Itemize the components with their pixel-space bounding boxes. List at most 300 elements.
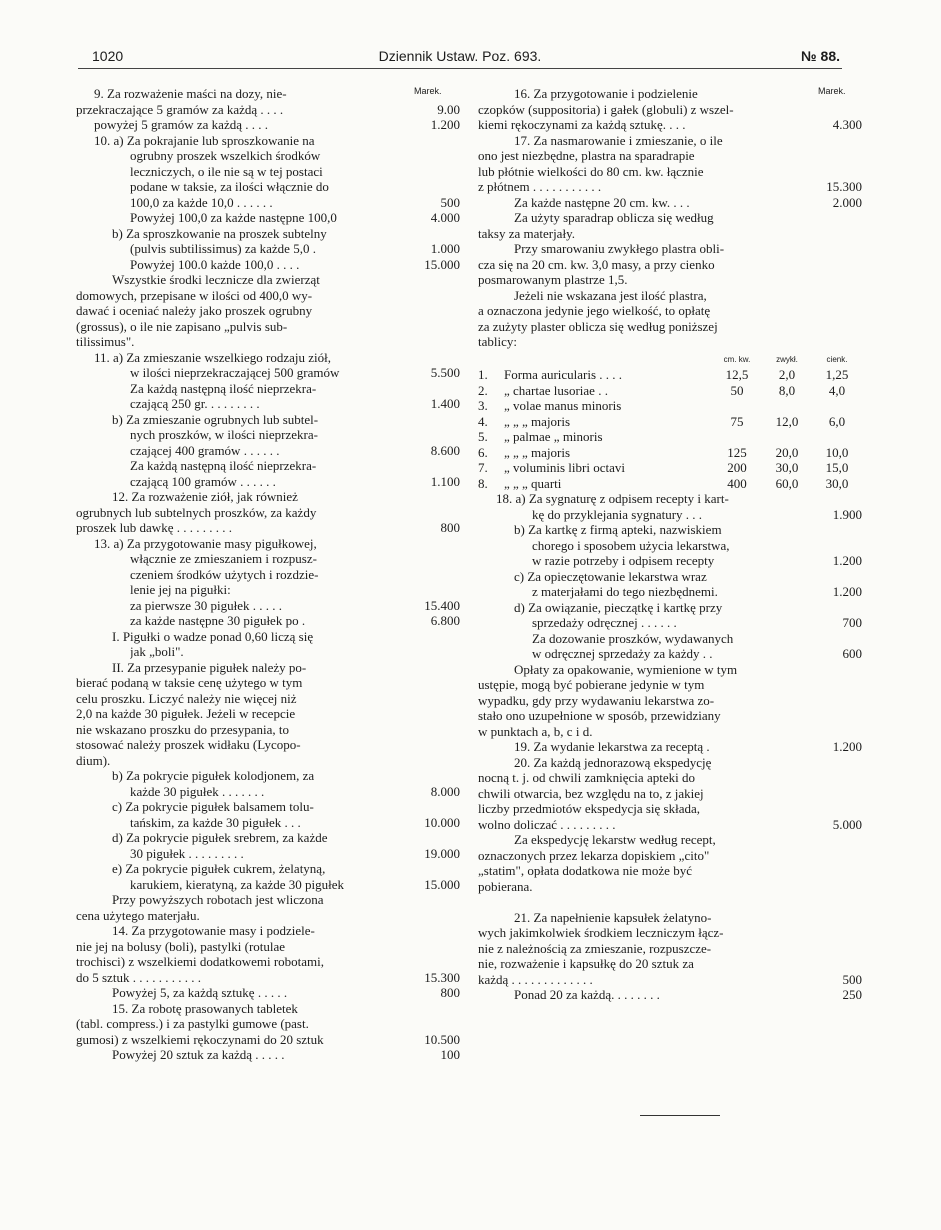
left-line	[76, 644, 460, 660]
table-cell-cm: 400	[727, 475, 747, 491]
right-bottom-line	[478, 507, 862, 523]
line-text: Za każdą następną ilość nieprzekra-	[130, 458, 317, 473]
right-bottom-line	[478, 662, 862, 678]
line-text: b) Za zmieszanie ogrubnych lub subtel-	[112, 411, 319, 427]
table-cell-zw: 2,0	[778, 367, 796, 382]
left-line	[76, 505, 460, 521]
right-top-section	[478, 86, 862, 350]
left-line	[76, 985, 460, 1001]
line-text: Powyżej 100,0 za każde następne 100,0	[130, 210, 337, 225]
line-text: (grossus), o ile nie zapisano „pulvis sub-	[76, 318, 288, 334]
line-price: 1.200	[832, 584, 862, 599]
left-line	[76, 443, 460, 459]
line-text: nie jej na bolusy (boli), pastylki (rotulae	[76, 938, 286, 954]
line-text: 19. Za wydanie lekarstwa za receptą .	[514, 739, 710, 754]
line-text: b) Za sproszkowanie na proszek subtelny	[112, 225, 327, 241]
table-cell-cm: 50	[730, 382, 744, 398]
left-line	[76, 288, 460, 304]
table-cell-ci: 15,0	[825, 460, 849, 475]
line-text: b) Za kartkę z firmą apteki, nazwiskiem	[514, 522, 722, 537]
right-bottom-line	[478, 972, 862, 988]
table-cell-name: „ palmae „ minoris	[504, 429, 603, 444]
line-price: 1.200	[832, 739, 862, 754]
right-bottom-line	[478, 910, 862, 926]
table-cell-name: „ „ „ majoris	[504, 444, 571, 460]
line-text: oznaczonych przez lekarza dopiskiem „cito"	[478, 847, 710, 863]
table-cell-name: „ „ „ majoris	[504, 413, 571, 429]
right-top-line	[478, 241, 862, 257]
right-bottom-line	[478, 987, 862, 1003]
line-price: 9.00	[437, 101, 460, 117]
line-price: 10.500	[424, 1031, 460, 1047]
line-text: Za każde następne 20 cm. kw. . . .	[514, 194, 690, 210]
left-line	[76, 257, 460, 273]
line-text: do 5 sztuk . . . . . . . . . . .	[76, 969, 201, 985]
right-top-line	[478, 195, 862, 211]
left-line	[76, 846, 460, 862]
line-text: 16. Za przygotowanie i podzielenie	[514, 86, 698, 101]
right-bottom-line	[478, 631, 862, 647]
left-line	[76, 737, 460, 753]
line-text: czeniem środków użytych i rozdzie-	[130, 566, 319, 582]
right-top-line	[478, 272, 862, 288]
left-line	[76, 86, 460, 102]
right-top-line	[478, 117, 862, 133]
line-text: ogrubnych lub subtelnych proszków, za każdy	[76, 504, 317, 520]
line-text: nie, rozważenie i kapsułkę do 20 sztuk za	[478, 956, 694, 971]
line-text: sprzedaży odręcznej . . . . . .	[532, 615, 677, 630]
right-top-line	[478, 86, 862, 102]
line-text: Powyżej 20 sztuk za każdą . . . . .	[112, 1047, 285, 1062]
left-line	[76, 1016, 460, 1032]
table-body	[478, 367, 862, 491]
table-cell-zw: 60,0	[775, 475, 799, 491]
right-bottom-line	[478, 755, 862, 771]
line-price: 10.000	[424, 814, 460, 830]
line-text: dium).	[76, 752, 111, 768]
issue-number: № 88.	[801, 48, 840, 64]
right-top-line	[478, 226, 862, 242]
right-bottom-line	[478, 925, 862, 941]
left-line	[76, 195, 460, 211]
right-bottom-line	[478, 801, 862, 817]
table-cell-zw: 30,0	[775, 460, 799, 475]
line-text: czającą 250 gr. . . . . . . . .	[130, 396, 260, 411]
left-line	[76, 334, 460, 350]
right-bottom-line	[478, 584, 862, 600]
line-price: 500	[440, 194, 460, 210]
left-line	[76, 489, 460, 505]
line-text: za pierwsze 30 pigułek . . . . .	[130, 597, 282, 613]
left-line	[76, 954, 460, 970]
table-row	[478, 429, 862, 445]
table-cell-cm: 200	[727, 460, 747, 475]
line-price: 15.300	[826, 179, 862, 194]
table-cell-n: 2.	[478, 382, 488, 398]
line-text: z płótnem . . . . . . . . . . .	[478, 179, 602, 194]
table-row	[478, 460, 862, 476]
table-cell-n: 3.	[478, 398, 488, 413]
line-price: 8.000	[430, 783, 460, 799]
line-text: ustępie, mogą być pobierane jedynie w tym	[478, 677, 705, 692]
left-line	[76, 768, 460, 784]
table-row	[478, 398, 862, 414]
left-line	[76, 365, 460, 381]
page-number: 1020	[92, 48, 124, 64]
left-line	[76, 226, 460, 242]
table-cell-n: 6.	[478, 444, 488, 460]
left-line	[76, 210, 460, 226]
line-text: d) Za pokrycie pigułek srebrem, za każde	[112, 830, 328, 845]
line-text: Jeżeli nie wskazana jest ilość plastra,	[514, 287, 707, 303]
line-text: 13. a) Za przygotowanie masy pigułkowej,	[94, 535, 317, 551]
line-text: każdą . . . . . . . . . . . . .	[478, 971, 593, 987]
line-text: II. Za przesypanie pigułek należy po-	[112, 659, 307, 675]
line-text: kiemi rękoczynami za każdą sztukę. . . .	[478, 117, 686, 132]
right-bottom-line	[478, 677, 862, 693]
page-header	[80, 48, 840, 68]
line-text: stosować należy proszek widłaku (Lycopo-	[76, 737, 301, 752]
line-text: tilissimus".	[76, 334, 135, 349]
line-price: 2.000	[832, 194, 862, 210]
end-rule	[640, 1115, 720, 1116]
left-line	[76, 1047, 460, 1063]
line-text: bierać podaną w taksie cenę użytego w tym	[76, 675, 303, 690]
line-text: trochisci) z wszelkiemi dodatkowemi robotami,	[76, 954, 325, 969]
header-rule	[78, 68, 842, 69]
table-cell-name: „ voluminis libri octavi	[504, 460, 625, 475]
left-line	[76, 474, 460, 490]
line-text: 14. Za przygotowanie masy i podziele-	[112, 923, 315, 938]
line-text: stało ono uzupełnione w sposób, przewidziany	[478, 708, 721, 723]
right-bottom-line	[478, 894, 862, 910]
line-text: 20. Za każdą jednorazową ekspedycję	[514, 754, 712, 770]
line-text: ogrubny proszek wszelkich środków	[130, 148, 321, 163]
line-price: 250	[842, 987, 862, 1002]
table-row	[478, 383, 862, 399]
line-text: 2,0 na każde 30 pigułek. Jeżeli w recepcie	[76, 706, 296, 721]
left-line	[76, 164, 460, 180]
right-bottom-line	[478, 553, 862, 569]
right-bottom-line	[478, 708, 862, 724]
right-bottom-line	[478, 646, 862, 662]
line-text: Przy smarowaniu zwykłego plastra obli-	[514, 241, 725, 256]
table-cell-zw: 8,0	[778, 382, 796, 398]
line-text: w odręcznej sprzedaży za każdy . .	[532, 646, 713, 661]
line-text: lenie jej na pigułki:	[130, 582, 231, 597]
left-line	[76, 396, 460, 412]
col-header-zwykl: zwykł.	[776, 354, 798, 364]
line-price: 4.300	[832, 117, 862, 132]
right-column	[478, 86, 862, 1003]
left-line	[76, 799, 460, 815]
line-price: 700	[842, 615, 862, 630]
table-cell-name: „ volae manus minoris	[504, 398, 622, 413]
right-top-line	[478, 164, 862, 180]
line-price: 1.200	[430, 117, 460, 132]
line-price: 1.000	[430, 241, 460, 256]
line-text: za każde następne 30 pigułek po .	[130, 613, 306, 628]
left-line	[76, 133, 460, 149]
right-bottom-line	[478, 739, 862, 755]
line-price: 1.200	[832, 553, 862, 568]
line-text: dawać i oceniać należy jako proszek ogrubny	[76, 303, 313, 318]
line-text: chwili otwarcia, bez względu na to, z jakiej	[478, 785, 704, 801]
table-cell-ci: 30,0	[825, 475, 849, 491]
line-text: czającej 400 gramów . . . . . .	[130, 442, 280, 458]
line-text: wypadku, gdy przy wydawaniu lekarstwa zo-	[478, 692, 715, 708]
line-price: 100	[440, 1047, 460, 1062]
line-text: I. Pigułki o wadze ponad 0,60 liczą się	[112, 628, 314, 644]
line-text: 21. Za napełnienie kapsułek żelatyno-	[514, 909, 712, 925]
left-line	[76, 908, 460, 924]
line-text: domowych, przepisane w ilości od 400,0 wy-	[76, 287, 313, 303]
left-line	[76, 241, 460, 257]
line-price: 15.300	[424, 969, 460, 985]
right-top-line	[478, 133, 862, 149]
right-top-line	[478, 102, 862, 118]
left-line	[76, 148, 460, 164]
line-text: cena użytego materjału.	[76, 907, 200, 923]
line-text: 100,0 za każde 10,0 . . . . . .	[130, 194, 273, 210]
table-cell-zw: 12,0	[775, 413, 799, 429]
line-text: Powyżej 100.0 każde 100,0 . . . .	[130, 256, 300, 272]
line-price: 500	[842, 971, 862, 987]
right-top-line	[478, 257, 862, 273]
right-top-line	[478, 288, 862, 304]
line-text: a oznaczona jedynie jego wielkość, to opłatę	[478, 303, 711, 318]
right-bottom-section	[478, 491, 862, 1003]
left-line	[76, 350, 460, 366]
right-bottom-line	[478, 879, 862, 895]
left-line	[76, 117, 460, 133]
left-line	[76, 923, 460, 939]
line-text: Opłaty za opakowanie, wymienione w tym	[514, 661, 738, 677]
line-text: w punktach a, b, c i d.	[478, 723, 593, 739]
line-text: 17. Za nasmarowanie i zmieszanie, o ile	[514, 132, 723, 148]
line-text: w razie potrzeby i odpisem recepty	[532, 553, 715, 568]
left-line	[76, 629, 460, 645]
table-row	[478, 367, 862, 383]
line-price: 600	[842, 646, 862, 661]
table-cell-name: „ chartae lusoriae . .	[504, 382, 608, 398]
line-text: Za ekspedycję lekarstw według recept,	[514, 832, 716, 847]
line-text: 18. a) Za sygnaturę z odpisem recepty i kart-	[496, 491, 729, 506]
left-unit-label: Marek.	[414, 86, 442, 96]
line-price: 5.000	[832, 816, 862, 832]
table-cell-n: 8.	[478, 475, 488, 491]
line-text: jak „boli".	[130, 644, 184, 659]
right-bottom-line	[478, 956, 862, 972]
left-line	[76, 613, 460, 629]
line-text: 10. a) Za pokrajanie lub sproszkowanie na	[94, 132, 315, 148]
plaster-table	[478, 352, 862, 492]
right-bottom-line	[478, 491, 862, 507]
left-line	[76, 815, 460, 831]
right-bottom-line	[478, 786, 862, 802]
line-price: 1.100	[430, 473, 460, 489]
table-cell-n: 5.	[478, 429, 488, 444]
line-price: 5.500	[430, 365, 460, 380]
line-text: wych jakimkolwiek środkiem leczniczym łącz-	[478, 925, 724, 940]
table-cell-n: 4.	[478, 413, 488, 429]
left-line	[76, 970, 460, 986]
line-text: karukiem, kieratyną, za każde 30 pigułek	[130, 876, 345, 892]
right-bottom-line	[478, 848, 862, 864]
left-column	[76, 86, 460, 1063]
left-line	[76, 830, 460, 846]
right-bottom-line	[478, 569, 862, 585]
left-line	[76, 381, 460, 397]
right-top-line	[478, 179, 862, 195]
line-text: taksy za materjały.	[478, 225, 575, 241]
line-text: tablicy:	[478, 334, 517, 349]
line-text: (pulvis subtilissimus) za każde 5,0 .	[130, 241, 316, 256]
left-line	[76, 412, 460, 428]
table-cell-n: 7.	[478, 460, 488, 475]
line-text: włącznie ze zmieszaniem i rozpusz-	[130, 551, 317, 566]
right-bottom-line	[478, 724, 862, 740]
right-bottom-line	[478, 770, 862, 786]
line-text: czającą 100 gramów . . . . . .	[130, 473, 276, 489]
table-cell-ci: 10,0	[825, 444, 849, 460]
line-text: Za każdą następną ilość nieprzekra-	[130, 380, 317, 396]
line-text: c) Za opieczętowanie lekarstwa wraz	[514, 568, 707, 584]
left-line	[76, 536, 460, 552]
line-text: 12. Za rozważenie ziół, jak również	[112, 489, 298, 504]
line-price: 15.400	[424, 597, 460, 613]
table-row	[478, 414, 862, 430]
right-bottom-line	[478, 832, 862, 848]
right-top-line	[478, 148, 862, 164]
left-line	[76, 660, 460, 676]
line-text: podane w taksie, za ilości włącznie do	[130, 179, 329, 194]
left-line	[76, 1032, 460, 1048]
journal-title: Dziennik Ustaw. Poz. 693.	[378, 48, 542, 64]
right-bottom-line	[478, 817, 862, 833]
line-price: 8.600	[430, 442, 460, 458]
line-text: leczniczych, o ile nie są w tej postaci	[130, 163, 323, 179]
left-line	[76, 706, 460, 722]
line-text: celu proszku. Liczyć należy nie więcej niż	[76, 690, 297, 706]
table-row	[478, 476, 862, 492]
line-text: tańskim, za każde 30 pigułek . . .	[130, 814, 301, 830]
table-cell-ci: 1,25	[825, 367, 849, 382]
left-line	[76, 939, 460, 955]
table-cell-ci: 4,0	[828, 382, 846, 398]
line-text: 9. Za rozważenie maści na dozy, nie-	[94, 86, 287, 101]
left-line	[76, 691, 460, 707]
right-top-line	[478, 303, 862, 319]
line-text: Za użyty sparadrap oblicza się według	[514, 210, 714, 225]
left-line	[76, 753, 460, 769]
line-text: za zużyty plaster oblicza się według poniższej	[478, 318, 718, 334]
line-text: cza się na 20 cm. kw. 3,0 masy, a przy cienko	[478, 256, 715, 272]
line-price: 800	[440, 985, 460, 1000]
left-line	[76, 551, 460, 567]
table-cell-cm: 75	[730, 413, 744, 429]
line-text: 11. a) Za zmieszanie wszelkiego rodzaju ziół,	[94, 349, 332, 365]
line-text: posmarowanym plastrze 1,5.	[478, 272, 628, 287]
line-text: b) Za pokrycie pigułek kolodjonem, za	[112, 768, 315, 783]
left-line	[76, 303, 460, 319]
line-price: 6.800	[430, 613, 460, 628]
left-line	[76, 458, 460, 474]
line-price: 19.000	[424, 845, 460, 861]
line-text: lub płótnie wielkości do 80 cm. kw. łącznie	[478, 163, 704, 179]
right-bottom-line	[478, 615, 862, 631]
line-text: Za dozowanie proszków, wydawanych	[532, 630, 734, 646]
table-row	[478, 445, 862, 461]
line-text: (tabl. compress.) i za pastylki gumowe (past.	[76, 1016, 309, 1031]
left-line	[76, 567, 460, 583]
table-cell-name: „ „ „ quarti	[504, 475, 562, 491]
right-bottom-line	[478, 600, 862, 616]
line-text: d) Za owiązanie, pieczątkę i kartkę przy	[514, 599, 723, 615]
line-price: 800	[440, 520, 460, 535]
line-text: z materjałami do tego niezbędnemi.	[532, 584, 718, 599]
line-text: nych proszków, w ilości nieprzekra-	[130, 427, 318, 442]
left-line	[76, 427, 460, 443]
line-text: 30 pigułek . . . . . . . . .	[130, 845, 244, 861]
line-text: nie wskazano proszku do przesypania, to	[76, 721, 289, 737]
line-text: Przy powyższych robotach jest wliczona	[112, 892, 324, 907]
left-line	[76, 784, 460, 800]
right-bottom-line	[478, 522, 862, 538]
right-bottom-line	[478, 693, 862, 709]
line-text: e) Za pokrycie pigułek cukrem, żelatyną,	[112, 861, 326, 876]
line-text: kę do przyklejania sygnatury . . .	[532, 506, 703, 522]
line-text: Ponad 20 za każdą. . . . . . . .	[514, 987, 660, 1002]
col-header-cienk: cienk.	[826, 354, 848, 364]
left-line	[76, 319, 460, 335]
line-text: proszek lub dawkę . . . . . . . . .	[76, 520, 232, 535]
line-text: gumosi) z wszelkiemi rękoczynami do 20 sztuk	[76, 1031, 324, 1047]
line-text: pobierana.	[478, 878, 533, 894]
left-line	[76, 892, 460, 908]
left-line	[76, 877, 460, 893]
left-line	[76, 102, 460, 118]
table-cell-zw: 20,0	[775, 444, 799, 460]
line-text: wolno doliczać . . . . . . . . .	[478, 816, 616, 832]
left-line	[76, 272, 460, 288]
line-text: nie z należnością za zmieszanie, rozpuszcze-	[478, 940, 712, 956]
left-line	[76, 675, 460, 691]
table-cell-ci: 6,0	[828, 413, 846, 429]
right-unit-label: Marek.	[818, 86, 846, 96]
left-line	[76, 179, 460, 195]
left-line	[76, 582, 460, 598]
line-text: Powyżej 5, za każdą sztukę . . . . .	[112, 985, 288, 1000]
table-header	[478, 352, 862, 368]
left-line	[76, 598, 460, 614]
line-text: c) Za pokrycie pigułek balsamem tolu-	[112, 799, 314, 814]
line-text: każde 30 pigułek . . . . . . .	[130, 783, 265, 799]
table-cell-name: Forma auricularis . . . .	[504, 367, 623, 382]
right-bottom-line	[478, 538, 862, 554]
right-top-line	[478, 334, 862, 350]
left-line	[76, 1001, 460, 1017]
col-header-cm: cm. kw.	[723, 354, 751, 364]
line-text: ono jest niezbędne, plastra na sparadrapie	[478, 148, 695, 163]
right-top-line	[478, 210, 862, 226]
left-line	[76, 722, 460, 738]
right-bottom-line	[478, 863, 862, 879]
line-price: 1.900	[832, 506, 862, 522]
left-line	[76, 861, 460, 877]
line-price: 15.000	[424, 256, 460, 272]
line-price: 15.000	[424, 876, 460, 892]
